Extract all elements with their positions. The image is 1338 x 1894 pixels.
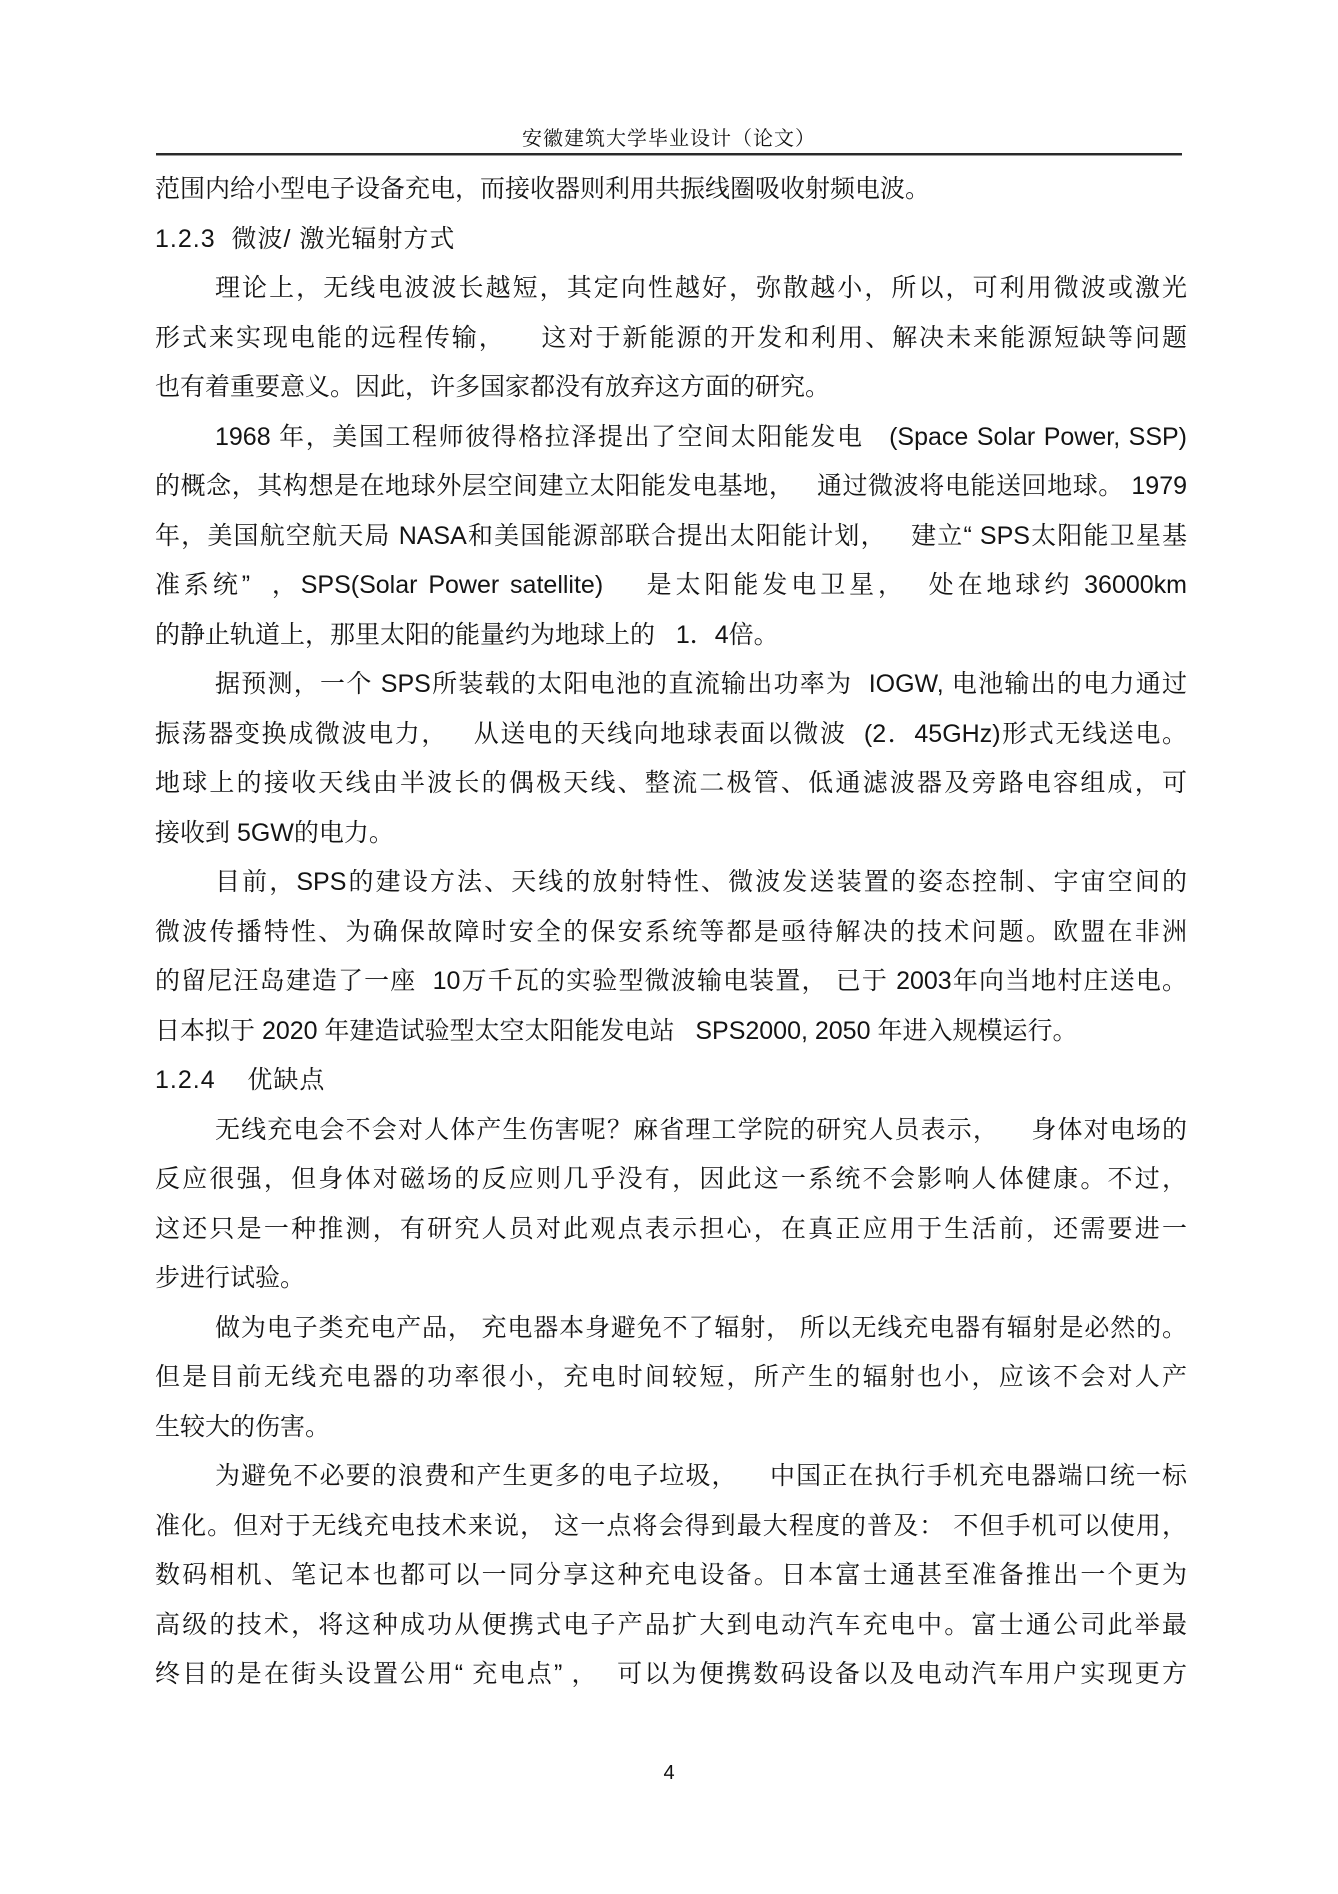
text-line: 振荡器变换成微波电力， 从送电的天线向地球表面以微波 (2．45GHz)形式无线送电。 xyxy=(155,719,1187,748)
text-line: 为避免不必要的浪费和产生更多的电子垃圾， 中国正在执行手机充电器端口统一标 xyxy=(215,1462,1187,1490)
text-line: 据预测，一个 SPS所装载的太阳电池的直流输出功率为 IOGW, 电池输出的电力通过 xyxy=(215,670,1187,698)
page-number: 4 xyxy=(663,1762,675,1784)
text-line: 地球上的接收天线由半波长的偶极天线、整流二极管、低通滤波器及旁路电容组成，可 xyxy=(155,769,1187,797)
text-line: 形式来实现电能的远程传输， 这对于新能源的开发和利用、解决未来能源短缺等问题 xyxy=(155,323,1187,352)
text-line: 目前，SPS的建设方法、天线的放射特性、微波发送装置的姿态控制、宇宙空间的 xyxy=(215,868,1187,896)
text-line: 接收到 5GW的电力。 xyxy=(155,818,394,847)
text-line: 范围内给小型电子设备充电，而接收器则利用共振线圈吸收射频电波。 xyxy=(155,175,931,203)
section-heading: 1.2.3 微波/ 激光辐射方式 xyxy=(155,224,456,253)
text-line: 生较大的伤害。 xyxy=(155,1412,331,1441)
text-line: 数码相机、笔记本也都可以一同分享这种充电设备。日本富士通甚至准备推出一个更为 xyxy=(155,1561,1187,1589)
text-line: 准系统” ，SPS(Solar Power satellite) 是太阳能发电卫星， 处在地球约 36000km xyxy=(155,571,1187,599)
text-line: 的概念，其构想是在地球外层空间建立太阳能发电基地， 通过微波将电能送回地球。 1979 xyxy=(155,472,1187,500)
text-line: 准化。但对于无线充电技术来说， 这一点将会得到最大程度的普及： 不但手机可以使用， xyxy=(155,1511,1187,1540)
text-line: 日本拟于 2020 年建造试验型太空太阳能发电站 SPS2000, 2050 年进入规模运行。 xyxy=(155,1016,1078,1045)
header-rule xyxy=(156,153,1182,155)
text-line: 1968 年，美国工程师彼得格拉泽提出了空间太阳能发电 (Space Solar Power, SSP) xyxy=(215,422,1187,451)
text-line: 的留尼汪岛建造了一座 10万千瓦的实验型微波输电装置， 已于 2003年向当地村庄送电。 xyxy=(155,967,1187,995)
text-line: 终目的是在街头设置公用“ 充电点” ， 可以为便携数码设备以及电动汽车用户实现更方 xyxy=(155,1660,1187,1688)
text-line: 也有着重要意义。因此，许多国家都没有放弃这方面的研究。 xyxy=(155,373,831,401)
text-line: 无线充电会不会对人体产生伤害呢？麻省理工学院的研究人员表示， 身体对电场的 xyxy=(215,1115,1187,1144)
text-line: 做为电子类充电产品， 充电器本身避免不了辐射， 所以无线充电器有辐射是必然的。 xyxy=(215,1313,1187,1342)
text-line: 高级的技术，将这种成功从便携式电子产品扩大到电动汽车充电中。富士通公司此举最 xyxy=(155,1610,1187,1639)
text-line: 理论上，无线电波波长越短，其定向性越好，弥散越小，所以，可利用微波或激光 xyxy=(215,274,1187,302)
text-line: 年，美国航空航天局 NASA和美国能源部联合提出太阳能计划， 建立“ SPS太阳能卫星基 xyxy=(155,521,1187,550)
text-line: 步进行试验。 xyxy=(155,1264,306,1292)
text-line: 反应很强，但身体对磁场的反应则几乎没有，因此这一系统不会影响人体健康。不过， xyxy=(155,1165,1187,1193)
text-line: 微波传播特性、为确保故障时安全的保安系统等都是亟待解决的技术问题。欧盟在非洲 xyxy=(155,917,1187,946)
text-line: 这还只是一种推测，有研究人员对此观点表示担心，在真正应用于生活前，还需要进一 xyxy=(155,1214,1187,1243)
section-heading: 1.2.4 优缺点 xyxy=(155,1066,326,1094)
document-body xyxy=(155,165,1187,1700)
running-head-title: 安徽建筑大学毕业设计（论文） xyxy=(522,128,816,150)
text-line: 但是目前无线充电器的功率很小，充电时间较短，所产生的辐射也小，应该不会对人产 xyxy=(155,1363,1187,1391)
text-line: 的静止轨道上，那里太阳的能量约为地球上的 1．4倍。 xyxy=(155,620,779,649)
